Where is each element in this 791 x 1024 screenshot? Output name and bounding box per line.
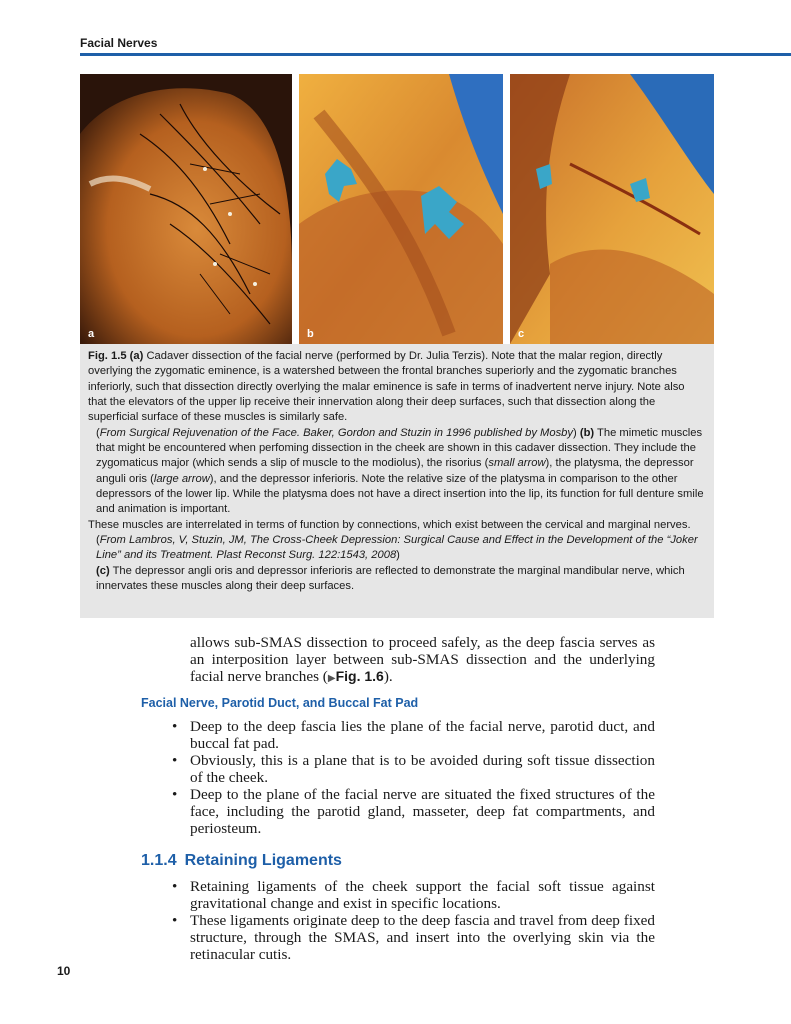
list-item-text: Obviously, this is a plane that is to be avoided during soft tissue dissection of the cheek. <box>190 752 655 786</box>
list-item-text: Deep to the plane of the facial nerve are situated the fixed structures of the face, including the parotid gland, masseter, deep fat compartments, and periosteum. <box>190 786 655 837</box>
list-item-text: These ligaments originate deep to the deep fascia and travel from deep fixed structure, through the SMAS, and insert into the overlying skin via the retinacular cutis. <box>190 912 655 963</box>
list-item <box>172 752 655 786</box>
bullet-icon: • <box>172 786 178 803</box>
list-item <box>172 878 655 912</box>
header-rule <box>80 53 791 56</box>
caption-source-b-line <box>88 533 706 564</box>
figure-1-5-photos <box>80 74 714 344</box>
subheading: Facial Nerve, Parotid Duct, and Buccal Fat Pad <box>141 696 419 710</box>
caption-part-c-label: (c) <box>96 564 110 577</box>
marginal-mandibular-nerve-photo <box>510 74 714 344</box>
bullet-icon: • <box>172 752 178 769</box>
caption-part-b-text-3: ), and the depressor inferioris. Note the relative size of the platysma in comparison to the other depressors of the lower lip. While the platysma does not have a direct insertion into the lip, its function for full denture smile and animation is important. <box>96 472 704 516</box>
caption-part-b-continued: These muscles are interrelated in terms of function by connections, which exist between the cervical and marginal nerves. <box>88 518 691 531</box>
caption-part-b-text-2: ), the platysma, the depressor anguli oris ( <box>96 457 694 485</box>
list-item <box>172 912 655 963</box>
caption-source-b-open: ( <box>96 534 100 547</box>
figure-caption <box>80 344 714 618</box>
caption-small-arrow: small arrow <box>488 457 546 470</box>
page-number: 10 <box>57 964 71 978</box>
bullet-icon: • <box>172 912 178 929</box>
caption-part-c-text: The depressor angli oris and depressor inferioris are reflected to demonstrate the marginal mandibular nerve, which innervates these muscles along their deep surfaces. <box>96 564 685 593</box>
section-heading <box>141 852 342 870</box>
cadaver-face-photo <box>80 74 292 344</box>
paragraph-end: ). <box>383 668 393 685</box>
list-item <box>172 786 655 837</box>
bullet-icon: • <box>172 718 178 735</box>
mimetic-muscles-photo <box>299 74 503 344</box>
bullet-list-retaining-ligaments <box>172 878 655 963</box>
bullet-icon: • <box>172 878 178 895</box>
caption-source-b-close: ) <box>396 549 400 562</box>
paragraph-text: allows sub-SMAS dissection to proceed safely, as the deep fascia serves as an interposition layer between sub-SMAS dissection and the underlying facial nerve branches ( <box>190 634 655 685</box>
section-title: Retaining Ligaments <box>184 852 342 869</box>
caption-fig-label: Fig. 1.5 <box>88 350 127 362</box>
body-paragraph <box>190 634 655 687</box>
section-number: 1.1.4 <box>141 852 177 869</box>
caption-source-b: From Lambros, V, Stuzin, JM, The Cross-Cheek Depression: Surgical Cause and Effect in the Development of the “Joker Line” and its Treatment. Plast Reconst Surg. 122:1543, 2008 <box>96 534 698 562</box>
running-title: Facial Nerves <box>80 36 158 50</box>
caption-source-a: From Surgical Rejuvenation of the Face. Baker, Gordon and Stuzin in 1996 published by Mosby <box>99 426 573 439</box>
caption-large-arrow: large arrow <box>153 472 210 485</box>
panel-letter-c: c <box>518 328 525 340</box>
caption-part-a <box>88 349 706 426</box>
photo-panel-c <box>510 74 714 344</box>
caption-part-a-text: Cadaver dissection of the facial nerve (performed by Dr. Julia Terzis). Note that the malar region, directly overlying the zygomatic eminence, is a watershed between the frontal branches superiorly and the zygomatic branches inferiorly, such that dissection directly overlying the malar eminence is safe in terms of inadvertent nerve injury. Note also that the elevators of the upper lip receive their innervation along their deep surfaces, such that dissection along the superficial surface of these muscles is similarly safe. <box>88 350 685 424</box>
caption-part-c <box>88 564 706 595</box>
caption-source-a-close: ) <box>573 426 577 439</box>
photo-panel-b <box>299 74 503 344</box>
bullet-list-facial-nerve <box>172 718 655 837</box>
figure-ref-arrow-icon: ▶ <box>327 673 336 684</box>
list-item-text: Deep to the deep fascia lies the plane of the facial nerve, parotid duct, and buccal fat pad. <box>190 718 655 752</box>
photo-panel-a <box>80 74 292 344</box>
panel-letter-a: a <box>88 328 95 340</box>
figure-ref-link[interactable]: Fig. 1.6 <box>335 668 384 684</box>
list-item <box>172 718 655 752</box>
list-item-text: Retaining ligaments of the cheek support the facial soft tissue against gravitational change and exist in specific locations. <box>190 878 655 912</box>
caption-part-b-label: (b) <box>579 426 595 439</box>
caption-part-b-text-1: The mimetic muscles that might be encountered when perfoming dissection in the cheek are shown in this cadaver dissection. They include the zygomaticus major (which sends a slip of muscle to the modiolus), the risorius ( <box>96 426 703 470</box>
caption-source-a-open: ( <box>96 426 100 439</box>
caption-part-a-label: (a) <box>129 350 144 362</box>
panel-letter-b: b <box>307 328 314 340</box>
caption-part-b <box>88 426 706 518</box>
